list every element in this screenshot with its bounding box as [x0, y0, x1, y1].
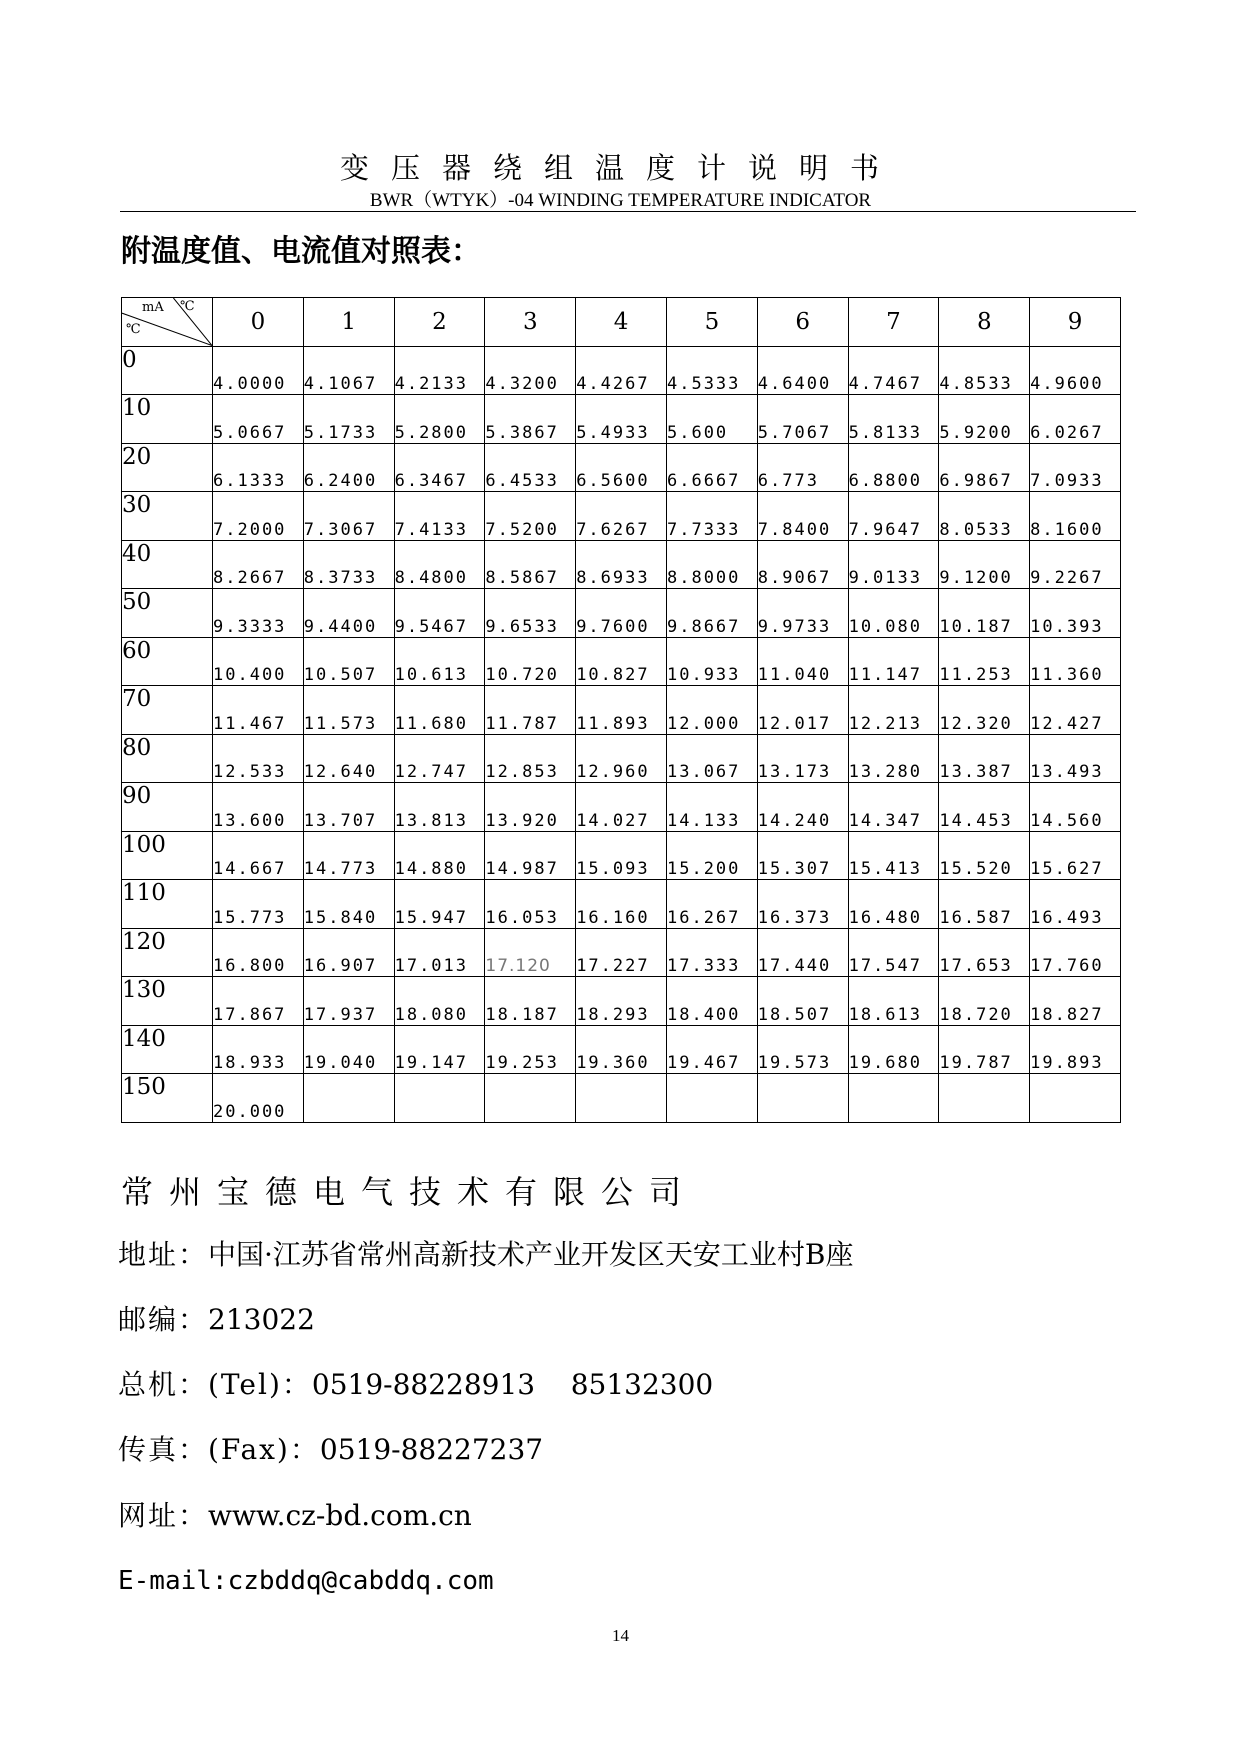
table-cell: 17.760	[1030, 928, 1121, 977]
table-cell	[1030, 1074, 1121, 1123]
table-cell: 6.1333	[213, 443, 304, 492]
column-header: 0	[213, 298, 304, 347]
table-cell: 10.933	[666, 637, 757, 686]
row-header-temperature: 110	[122, 880, 213, 929]
table-cell: 13.493	[1030, 734, 1121, 783]
zip-label: 邮编：	[118, 1303, 209, 1336]
header-divider	[120, 211, 1136, 212]
table-row	[122, 977, 1121, 1026]
table-row	[122, 928, 1121, 977]
table-cell: 16.493	[1030, 880, 1121, 929]
table-cell: 11.360	[1030, 637, 1121, 686]
table-row	[122, 589, 1121, 638]
row-header-temperature: 140	[122, 1025, 213, 1074]
table-cell: 9.0133	[848, 540, 939, 589]
table-cell: 15.840	[303, 880, 394, 929]
table-cell: 10.507	[303, 637, 394, 686]
corner-label-celsius-top: ℃	[180, 299, 195, 314]
tel-label: 总机：(Tel)：	[118, 1368, 312, 1401]
table-cell: 14.347	[848, 783, 939, 832]
table-cell: 18.400	[666, 977, 757, 1026]
table-cell: 6.9867	[939, 443, 1030, 492]
table-cell: 14.987	[485, 831, 576, 880]
table-cell: 9.3333	[213, 589, 304, 638]
row-header-temperature: 30	[122, 492, 213, 541]
table-cell: 8.8000	[666, 540, 757, 589]
table-row	[122, 540, 1121, 589]
table-cell: 9.4400	[303, 589, 394, 638]
table-cell: 16.800	[213, 928, 304, 977]
company-name: 常州宝德电气技术有限公司	[121, 1173, 698, 1211]
table-cell: 5.0667	[213, 395, 304, 444]
table-row	[122, 1025, 1121, 1074]
table-cell: 11.467	[213, 686, 304, 735]
table-cell: 19.573	[757, 1025, 848, 1074]
table-cell: 17.440	[757, 928, 848, 977]
table-cell: 19.360	[576, 1025, 667, 1074]
column-header: 8	[939, 298, 1030, 347]
table-cell: 11.787	[485, 686, 576, 735]
table-cell: 9.8667	[666, 589, 757, 638]
row-header-temperature: 150	[122, 1074, 213, 1123]
table-cell: 17.937	[303, 977, 394, 1026]
zip-value: 213022	[208, 1303, 315, 1336]
row-header-temperature: 0	[122, 346, 213, 395]
table-cell: 17.547	[848, 928, 939, 977]
table-cell: 9.7600	[576, 589, 667, 638]
table-cell: 5.2800	[394, 395, 485, 444]
table-cell: 9.5467	[394, 589, 485, 638]
row-header-temperature: 60	[122, 637, 213, 686]
table-cell: 13.387	[939, 734, 1030, 783]
table-cell: 17.227	[576, 928, 667, 977]
table-cell: 4.9600	[1030, 346, 1121, 395]
table-cell: 19.040	[303, 1025, 394, 1074]
table-cell: 14.240	[757, 783, 848, 832]
column-header: 5	[666, 298, 757, 347]
email-link[interactable]: czbddq@cabddq.com	[227, 1566, 494, 1596]
table-cell: 14.027	[576, 783, 667, 832]
table-cell: 13.600	[213, 783, 304, 832]
table-cell: 7.7333	[666, 492, 757, 541]
table-cell: 16.907	[303, 928, 394, 977]
row-header-temperature: 70	[122, 686, 213, 735]
table-row	[122, 686, 1121, 735]
table-cell	[303, 1074, 394, 1123]
row-header-temperature: 50	[122, 589, 213, 638]
table-cell: 19.787	[939, 1025, 1030, 1074]
table-cell: 16.587	[939, 880, 1030, 929]
row-header-temperature: 20	[122, 443, 213, 492]
row-header-temperature: 100	[122, 831, 213, 880]
table-cell: 9.2267	[1030, 540, 1121, 589]
table-cell: 6.773	[757, 443, 848, 492]
table-cell: 13.067	[666, 734, 757, 783]
table-cell: 16.053	[485, 880, 576, 929]
table-cell: 4.2133	[394, 346, 485, 395]
column-header: 7	[848, 298, 939, 347]
table-cell: 6.2400	[303, 443, 394, 492]
column-header: 4	[576, 298, 667, 347]
table-cell: 4.5333	[666, 346, 757, 395]
table-cell: 6.8800	[848, 443, 939, 492]
table-cell: 18.187	[485, 977, 576, 1026]
table-cell: 12.017	[757, 686, 848, 735]
table-cell: 4.6400	[757, 346, 848, 395]
table-cell: 20.000	[213, 1074, 304, 1123]
tel-value: 0519-88228913	[311, 1368, 536, 1401]
column-header: 1	[303, 298, 394, 347]
table-cell: 17.120	[485, 928, 576, 977]
table-cell: 6.6667	[666, 443, 757, 492]
table-cell: 12.320	[939, 686, 1030, 735]
table-cell: 15.947	[394, 880, 485, 929]
table-cell: 14.133	[666, 783, 757, 832]
table-cell: 18.827	[1030, 977, 1121, 1026]
table-cell: 7.4133	[394, 492, 485, 541]
table-cell: 5.1733	[303, 395, 394, 444]
temperature-current-table	[121, 297, 1121, 1123]
email-label: E-mail:	[118, 1566, 228, 1596]
table-row	[122, 831, 1121, 880]
table-cell: 9.6533	[485, 589, 576, 638]
table-cell	[757, 1074, 848, 1123]
table-cell: 7.2000	[213, 492, 304, 541]
table-cell: 7.8400	[757, 492, 848, 541]
table-row	[122, 880, 1121, 929]
table-cell: 18.293	[576, 977, 667, 1026]
table-cell: 10.080	[848, 589, 939, 638]
column-header: 2	[394, 298, 485, 347]
table-cell: 16.160	[576, 880, 667, 929]
address-label: 地址：	[118, 1238, 209, 1271]
tel-value-2: 85132300	[570, 1368, 714, 1401]
table-cell: 4.3200	[485, 346, 576, 395]
table-cell	[485, 1074, 576, 1123]
table-cell: 8.9067	[757, 540, 848, 589]
table-cell: 15.773	[213, 880, 304, 929]
table-cell: 17.867	[213, 977, 304, 1026]
table-cell: 10.187	[939, 589, 1030, 638]
table-cell: 7.9647	[848, 492, 939, 541]
table-cell: 12.853	[485, 734, 576, 783]
corner-label-celsius-left: ℃	[126, 322, 141, 337]
zip-line	[118, 1302, 315, 1338]
table-cell: 12.640	[303, 734, 394, 783]
table-cell: 15.307	[757, 831, 848, 880]
table-cell: 13.280	[848, 734, 939, 783]
table-cell: 16.373	[757, 880, 848, 929]
table-cell: 12.000	[666, 686, 757, 735]
table-cell: 14.453	[939, 783, 1030, 832]
table-cell: 15.413	[848, 831, 939, 880]
table-cell: 16.480	[848, 880, 939, 929]
table-cell: 18.720	[939, 977, 1030, 1026]
table-cell: 19.467	[666, 1025, 757, 1074]
table-row	[122, 783, 1121, 832]
table-cell: 5.8133	[848, 395, 939, 444]
table-cell: 17.333	[666, 928, 757, 977]
fax-label: 传真：(Fax)：	[118, 1433, 320, 1466]
section-title: 附温度值、电流值对照表：	[121, 234, 481, 269]
table-row	[122, 734, 1121, 783]
table-cell: 18.080	[394, 977, 485, 1026]
web-label: 网址：	[118, 1499, 209, 1532]
table-cell: 19.253	[485, 1025, 576, 1074]
table-cell: 15.093	[576, 831, 667, 880]
table-cell: 18.933	[213, 1025, 304, 1074]
table-cell: 8.6933	[576, 540, 667, 589]
row-header-temperature: 130	[122, 977, 213, 1026]
table-cell: 19.147	[394, 1025, 485, 1074]
table-cell	[848, 1074, 939, 1123]
table-cell: 15.627	[1030, 831, 1121, 880]
document-subtitle: BWR（WTYK）-04 WINDING TEMPERATURE INDICATOR	[369, 190, 872, 211]
table-cell: 6.4533	[485, 443, 576, 492]
table-cell: 5.600	[666, 395, 757, 444]
table-cell: 11.893	[576, 686, 667, 735]
table-cell: 8.1600	[1030, 492, 1121, 541]
row-header-temperature: 120	[122, 928, 213, 977]
table-cell: 16.267	[666, 880, 757, 929]
table-cell: 8.4800	[394, 540, 485, 589]
table-cell: 8.2667	[213, 540, 304, 589]
table-row	[122, 443, 1121, 492]
table-cell: 12.960	[576, 734, 667, 783]
table-cell: 5.7067	[757, 395, 848, 444]
table-cell: 6.0267	[1030, 395, 1121, 444]
table-row	[122, 395, 1121, 444]
table-cell	[939, 1074, 1030, 1123]
table-cell: 8.3733	[303, 540, 394, 589]
table-row	[122, 1074, 1121, 1123]
table-cell: 12.213	[848, 686, 939, 735]
table-cell: 6.3467	[394, 443, 485, 492]
table-cell: 11.040	[757, 637, 848, 686]
table-cell: 15.200	[666, 831, 757, 880]
table-cell: 13.813	[394, 783, 485, 832]
table-cell: 12.427	[1030, 686, 1121, 735]
table-cell: 11.680	[394, 686, 485, 735]
table-cell: 12.533	[213, 734, 304, 783]
row-header-temperature: 90	[122, 783, 213, 832]
table-cell: 17.653	[939, 928, 1030, 977]
table-cell: 13.920	[485, 783, 576, 832]
fax-line	[118, 1432, 543, 1468]
table-cell: 14.773	[303, 831, 394, 880]
table-cell: 14.667	[213, 831, 304, 880]
table-cell: 4.4267	[576, 346, 667, 395]
table-cell: 11.573	[303, 686, 394, 735]
web-line	[118, 1498, 472, 1534]
table-cell: 4.8533	[939, 346, 1030, 395]
table-row	[122, 492, 1121, 541]
table-corner-cell	[122, 298, 213, 347]
table-cell: 10.720	[485, 637, 576, 686]
table-cell: 14.560	[1030, 783, 1121, 832]
table-cell: 10.827	[576, 637, 667, 686]
table-cell: 15.520	[939, 831, 1030, 880]
table-cell: 10.613	[394, 637, 485, 686]
column-header: 6	[757, 298, 848, 347]
table-row	[122, 637, 1121, 686]
table-body	[122, 346, 1121, 1122]
table-cell: 7.5200	[485, 492, 576, 541]
table-cell: 4.1067	[303, 346, 394, 395]
corner-label-ma: mA	[142, 300, 164, 315]
table-cell: 4.7467	[848, 346, 939, 395]
table-cell	[394, 1074, 485, 1123]
table-cell: 6.5600	[576, 443, 667, 492]
table-cell: 12.747	[394, 734, 485, 783]
table-cell	[666, 1074, 757, 1123]
table-cell: 8.5867	[485, 540, 576, 589]
table-cell: 13.173	[757, 734, 848, 783]
page-number: 14	[612, 1626, 629, 1645]
table-cell: 10.400	[213, 637, 304, 686]
table-cell: 8.0533	[939, 492, 1030, 541]
table-cell: 7.0933	[1030, 443, 1121, 492]
address-line	[118, 1237, 854, 1273]
column-header: 9	[1030, 298, 1121, 347]
table-cell: 14.880	[394, 831, 485, 880]
table-header-row	[122, 298, 1121, 347]
table-cell: 18.507	[757, 977, 848, 1026]
table-cell: 19.680	[848, 1025, 939, 1074]
table-cell: 7.3067	[303, 492, 394, 541]
document-title: 变压器绕组温度计说明书	[339, 151, 901, 185]
table-cell: 4.0000	[213, 346, 304, 395]
table-cell: 18.613	[848, 977, 939, 1026]
table-row	[122, 346, 1121, 395]
table-cell: 7.6267	[576, 492, 667, 541]
table-cell: 9.9733	[757, 589, 848, 638]
row-header-temperature: 10	[122, 395, 213, 444]
table-cell: 10.393	[1030, 589, 1121, 638]
table-cell: 5.4933	[576, 395, 667, 444]
website-link[interactable]: www.cz-bd.com.cn	[208, 1499, 472, 1532]
column-header: 3	[485, 298, 576, 347]
table-cell: 11.253	[939, 637, 1030, 686]
fax-value: 0519-88227237	[319, 1433, 544, 1466]
table-cell: 11.147	[848, 637, 939, 686]
row-header-temperature: 40	[122, 540, 213, 589]
table-cell: 9.1200	[939, 540, 1030, 589]
table-cell: 17.013	[394, 928, 485, 977]
table-cell	[576, 1074, 667, 1123]
row-header-temperature: 80	[122, 734, 213, 783]
table-cell: 13.707	[303, 783, 394, 832]
table-cell: 19.893	[1030, 1025, 1121, 1074]
table-cell: 5.3867	[485, 395, 576, 444]
address-value: 中国·江苏省常州高新技术产业开发区天安工业村B座	[208, 1238, 854, 1271]
tel-line	[118, 1367, 713, 1403]
table-cell: 5.9200	[939, 395, 1030, 444]
email-line	[118, 1563, 494, 1599]
